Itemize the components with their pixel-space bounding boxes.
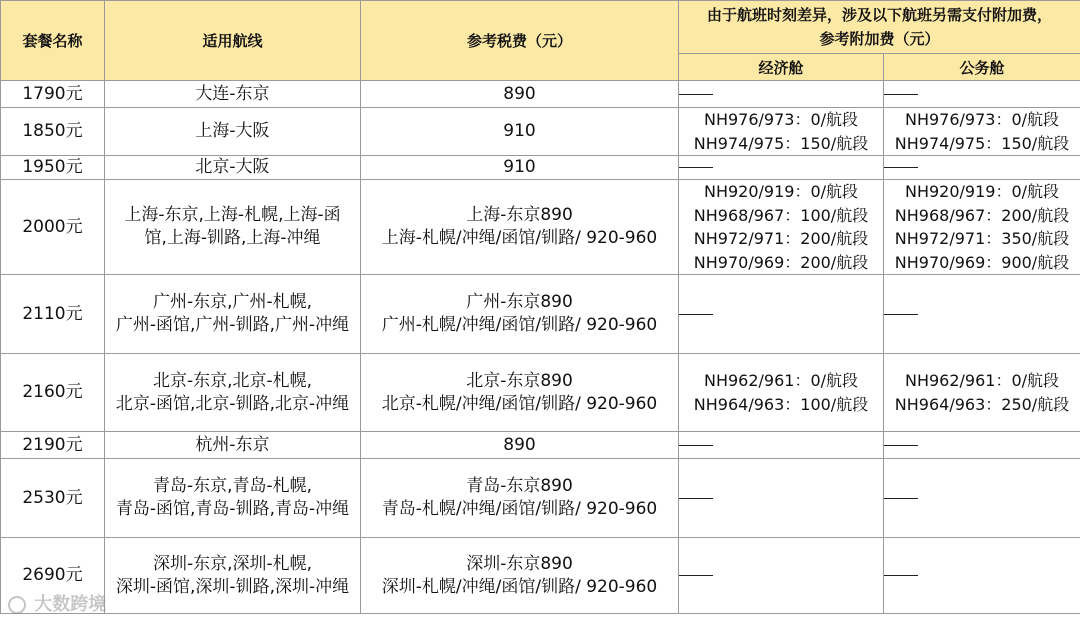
economy-surcharge-cell <box>679 108 884 156</box>
tax-cell-line: 北京-东京890 <box>466 370 573 391</box>
route-cell <box>105 459 361 538</box>
business-surcharge-cell <box>884 180 1080 275</box>
no-surcharge-dash <box>679 498 713 499</box>
tax-cell-line: 上海-东京890 <box>466 205 573 225</box>
route-cell <box>105 156 361 180</box>
economy-surcharge-cell-line: NH976/973：0/航段 <box>703 110 859 129</box>
route-cell <box>105 275 361 354</box>
table-row <box>1 459 1080 538</box>
tax-cell <box>361 354 679 432</box>
business-surcharge-cell-line: NH920/919：0/航段 <box>904 182 1060 201</box>
economy-surcharge-cell <box>679 459 884 538</box>
economy-surcharge-cell <box>679 81 884 108</box>
tax-cell-line: 广州-札幌/冲绳/函馆/钏路/ 920-960 <box>381 315 658 335</box>
economy-surcharge-cell <box>679 180 884 275</box>
economy-surcharge-cell <box>679 432 884 459</box>
route-cell <box>105 354 361 432</box>
table-row <box>1 180 1080 275</box>
table-row <box>1 275 1080 354</box>
table-row <box>1 354 1080 432</box>
route-cell-line: 馆,上海-钏路,上海-冲绳 <box>144 228 321 248</box>
package-price: 1950元 <box>1 156 105 180</box>
no-surcharge-dash <box>884 575 918 576</box>
tax-cell-line: 890 <box>503 83 536 104</box>
business-surcharge-cell <box>884 538 1080 614</box>
tax-cell <box>361 538 679 614</box>
fare-table-body <box>1 81 1080 614</box>
tax-cell-line: 北京-札幌/冲绳/函馆/钏路/ 920-960 <box>381 393 658 414</box>
economy-surcharge-cell-line: NH964/963：100/航段 <box>693 394 869 414</box>
business-surcharge-cell-line: NH968/967：200/航段 <box>894 205 1070 225</box>
package-price: 2690元 <box>1 538 105 614</box>
watermark-text: 大数跨境 <box>34 594 107 615</box>
economy-surcharge-cell-line: NH972/971：200/航段 <box>693 229 869 248</box>
economy-surcharge-cell <box>679 156 884 180</box>
route-cell-line: 北京-大阪 <box>195 157 270 177</box>
header-business: 公务舱 <box>884 54 1080 81</box>
route-cell-line: 深圳-函馆,深圳-钏路,深圳-冲绳 <box>115 576 350 597</box>
package-price: 1850元 <box>1 108 105 156</box>
business-surcharge-cell <box>884 108 1080 156</box>
route-cell <box>105 180 361 275</box>
business-surcharge-cell-line: NH964/963：250/航段 <box>894 394 1070 414</box>
route-cell <box>105 81 361 108</box>
tax-cell <box>361 459 679 538</box>
header-surcharge <box>679 1 1080 54</box>
package-price: 1790元 <box>1 81 105 108</box>
no-surcharge-dash <box>679 314 713 315</box>
table-row <box>1 538 1080 614</box>
route-cell <box>105 432 361 459</box>
no-surcharge-dash <box>884 445 918 446</box>
economy-surcharge-cell <box>679 275 884 354</box>
tax-cell-line: 深圳-札幌/冲绳/函馆/钏路/ 920-960 <box>381 576 658 597</box>
table-row <box>1 108 1080 156</box>
business-surcharge-cell <box>884 459 1080 538</box>
package-price: 2000元 <box>1 180 105 275</box>
economy-surcharge-cell-line: NH970/969：200/航段 <box>693 252 869 272</box>
route-cell-line: 上海-东京,上海-札幌,上海-函 <box>124 205 341 225</box>
package-price: 2160元 <box>1 354 105 432</box>
business-surcharge-cell-line: NH970/969：900/航段 <box>894 252 1070 272</box>
route-cell <box>105 538 361 614</box>
no-surcharge-dash <box>884 498 918 499</box>
business-surcharge-cell-line: NH974/975：150/航段 <box>894 133 1070 153</box>
no-surcharge-dash <box>884 314 918 315</box>
tax-cell <box>361 156 679 180</box>
route-cell-line: 大连-东京 <box>195 83 270 104</box>
tax-cell <box>361 81 679 108</box>
table-row <box>1 432 1080 459</box>
package-price: 2190元 <box>1 432 105 459</box>
header-route: 适用航线 <box>105 1 361 81</box>
business-surcharge-cell <box>884 432 1080 459</box>
tax-cell-line: 上海-札幌/冲绳/函馆/钏路/ 920-960 <box>381 228 658 248</box>
header-tax: 参考税费（元） <box>361 1 679 81</box>
tax-cell-line: 910 <box>503 121 536 141</box>
economy-surcharge-cell <box>679 538 884 614</box>
economy-surcharge-cell-line: NH974/975：150/航段 <box>693 133 869 153</box>
route-cell-line: 广州-函馆,广州-钏路,广州-冲绳 <box>115 315 350 335</box>
business-surcharge-cell-line: NH962/961：0/航段 <box>904 371 1060 390</box>
business-surcharge-cell <box>884 81 1080 108</box>
route-cell-line: 深圳-东京,深圳-札幌, <box>152 553 313 574</box>
no-surcharge-dash <box>679 94 713 95</box>
tax-cell-line: 910 <box>503 157 536 177</box>
route-cell-line: 杭州-东京 <box>195 434 270 455</box>
tax-cell <box>361 180 679 275</box>
tax-cell-line: 深圳-东京890 <box>466 553 573 574</box>
tax-cell-line: 青岛-札幌/冲绳/函馆/钏路/ 920-960 <box>381 499 658 519</box>
no-surcharge-dash <box>679 575 713 576</box>
route-cell-line: 上海-大阪 <box>195 121 270 141</box>
route-cell-line: 北京-函馆,北京-钏路,北京-冲绳 <box>115 393 350 414</box>
route-cell-line: 北京-东京,北京-札幌, <box>152 370 313 391</box>
no-surcharge-dash <box>679 167 713 168</box>
economy-surcharge-cell-line: NH920/919：0/航段 <box>703 182 859 201</box>
economy-surcharge-cell-line: NH968/967：100/航段 <box>693 205 869 225</box>
package-price: 2530元 <box>1 459 105 538</box>
route-cell-line: 广州-东京,广州-札幌, <box>152 292 313 312</box>
tax-cell <box>361 275 679 354</box>
no-surcharge-dash <box>884 167 918 168</box>
header-surcharge-line1: 由于航班时刻差异，涉及以下航班另需支付附加费， <box>707 6 1053 24</box>
no-surcharge-dash <box>884 94 918 95</box>
business-surcharge-cell <box>884 275 1080 354</box>
route-cell-line: 青岛-东京,青岛-札幌, <box>152 476 313 496</box>
header-surcharge-line2: 参考附加费（元） <box>819 30 940 48</box>
tax-cell <box>361 432 679 459</box>
header-economy: 经济舱 <box>679 54 884 81</box>
header-package: 套餐名称 <box>1 1 105 81</box>
business-surcharge-cell-line: NH972/971：350/航段 <box>894 229 1070 248</box>
tax-cell <box>361 108 679 156</box>
package-price: 2110元 <box>1 275 105 354</box>
route-cell-line: 青岛-函馆,青岛-钏路,青岛-冲绳 <box>115 499 350 519</box>
no-surcharge-dash <box>679 445 713 446</box>
table-row <box>1 156 1080 180</box>
tax-cell-line: 890 <box>503 434 536 455</box>
tax-cell-line: 广州-东京890 <box>466 292 573 312</box>
business-surcharge-cell <box>884 156 1080 180</box>
business-surcharge-cell <box>884 354 1080 432</box>
economy-surcharge-cell-line: NH962/961：0/航段 <box>703 371 859 390</box>
table-row <box>1 81 1080 108</box>
economy-surcharge-cell <box>679 354 884 432</box>
business-surcharge-cell-line: NH976/973：0/航段 <box>904 110 1060 129</box>
route-cell <box>105 108 361 156</box>
tax-cell-line: 青岛-东京890 <box>466 476 573 496</box>
